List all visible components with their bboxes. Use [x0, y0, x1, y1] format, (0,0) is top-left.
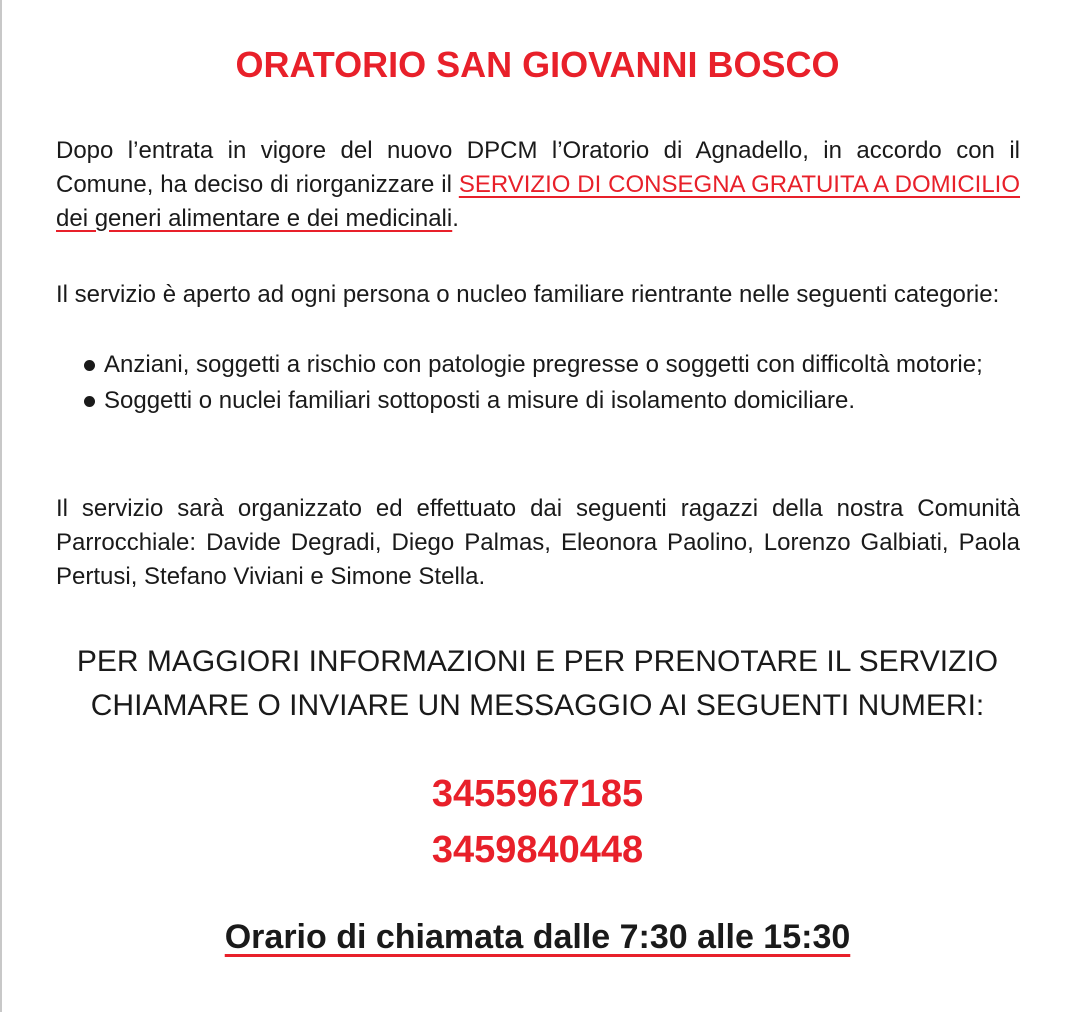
- info-block: [0, 640, 1075, 728]
- call-hours-text: Orario di chiamata dalle 7:30 alle 15:30: [224, 918, 851, 956]
- call-hours: [0, 912, 1075, 962]
- info-line-2: CHIAMARE O INVIARE UN MESSAGGIO AI SEGUENTI NUMERI:: [90, 689, 985, 722]
- service-intro: Il servizio è aperto ad ogni persona o nucleo familiare rientrante nelle seguenti categorie:: [56, 281, 1000, 308]
- intro-text-end: .: [452, 205, 459, 232]
- categories-list: [56, 348, 1020, 420]
- service-highlight: SERVIZIO DI CONSEGNA GRATUITA A DOMICILIO: [458, 171, 1021, 198]
- list-item: [56, 384, 1020, 418]
- bullet-icon: [84, 396, 95, 407]
- category-text: Anziani, soggetti a rischio con patologie pregresse o soggetti con difficoltà motorie;: [104, 351, 983, 378]
- bullet-icon: [84, 360, 95, 371]
- intro-text-before: Dopo l’entrata in vigore del nuovo DPCM l’Oratorio di Agnadello, in accordo con il Comune, ha deciso di riorganizzare il: [56, 137, 1020, 198]
- phone-number-2[interactable]: 3459840448: [431, 829, 644, 871]
- list-item: [56, 348, 1020, 382]
- category-text: Soggetti o nuclei familiari sottoposti a misure di isolamento domiciliare.: [104, 387, 856, 414]
- organizers-paragraph: Il servizio sarà organizzato ed effettuato dai seguenti ragazzi della nostra Comunità Parrocchiale: Davide Degradi, Diego Palmas, Eleonora Paolino, Lorenzo Galbiati, Paola Pertusi, Stefano Viviani e Simone Stella.: [56, 495, 1020, 590]
- info-line-1: PER MAGGIORI INFORMAZIONI E PER PRENOTARE IL SERVIZIO: [76, 645, 999, 678]
- intro-paragraph: [56, 134, 1020, 236]
- phone-number-1[interactable]: 3455967185: [431, 773, 644, 815]
- page-title: ORATORIO SAN GIOVANNI BOSCO: [235, 44, 840, 85]
- intro-text-after: dei generi alimentare e dei medicinali: [56, 205, 453, 232]
- phone-numbers: [0, 766, 1075, 878]
